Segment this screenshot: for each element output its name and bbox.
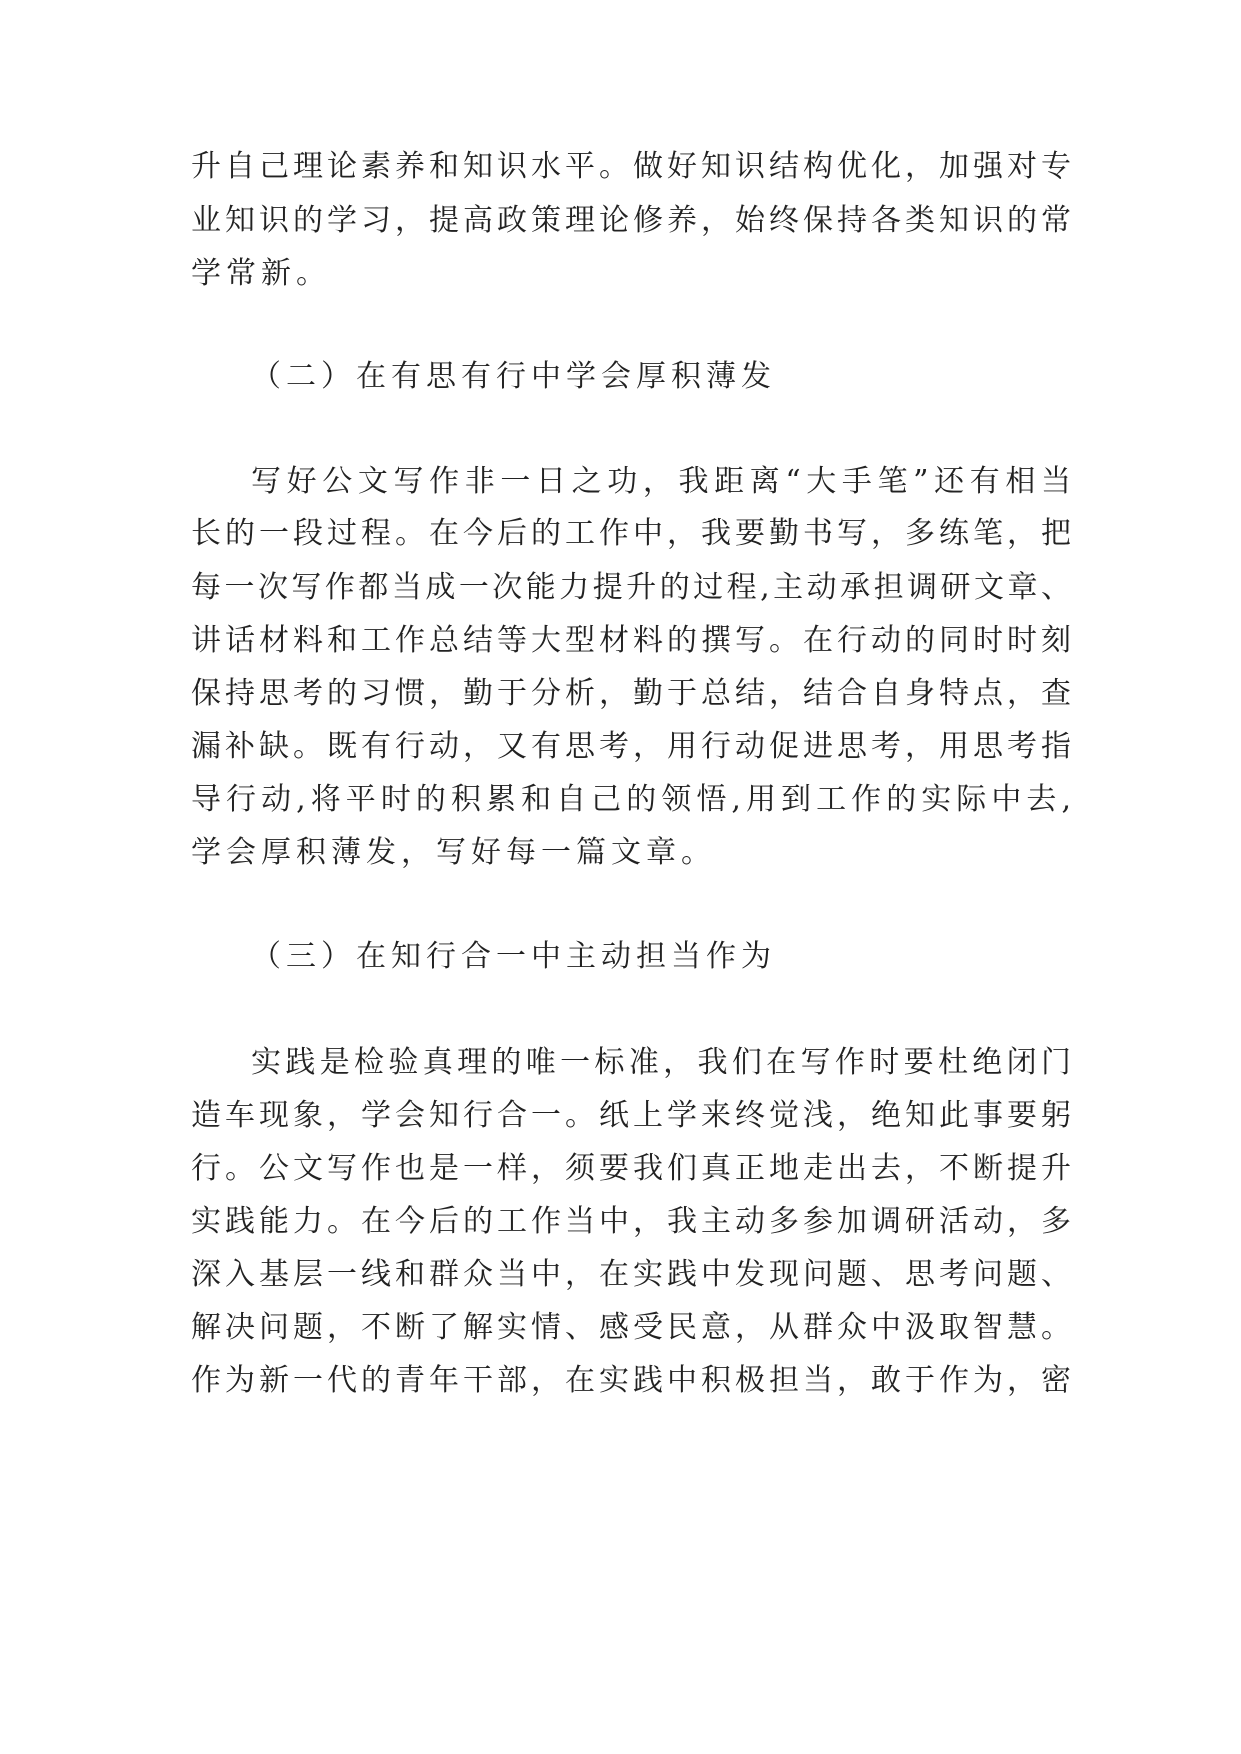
- paragraph-3-line-7: 作为新一代的青年干部，在实践中积极担当，敢于作为，密: [191, 1363, 1071, 1398]
- paragraph-1-line-1: 升自己理论素养和知识水平。做好知识结构优化，加强对专: [191, 149, 1071, 184]
- paragraph-3-line-1: 实践是检验真理的唯一标准，我们在写作时要杜绝闭门: [251, 1045, 1071, 1080]
- paragraph-2-line-1: 写好公文写作非一日之功，我距离“大手笔”还有相当: [251, 464, 1071, 499]
- paragraph-2-line-6: 漏补缺。既有行动，又有思考，用行动促进思考，用思考指: [191, 729, 1071, 764]
- paragraph-2-line-3: 每一次写作都当成一次能力提升的过程,主动承担调研文章、: [191, 570, 1071, 605]
- paragraph-2-line-8: 学会厚积薄发，写好每一篇文章。: [191, 835, 716, 870]
- paragraph-2-line-4: 讲话材料和工作总结等大型材料的撰写。在行动的同时时刻: [191, 623, 1071, 658]
- paragraph-2-line-7: 导行动,将平时的积累和自己的领悟,用到工作的实际中去,: [191, 782, 1071, 817]
- paragraph-3-line-6: 解决问题，不断了解实情、感受民意，从群众中汲取智慧。: [191, 1310, 1071, 1345]
- paragraph-3-line-5: 深入基层一线和群众当中，在实践中发现问题、思考问题、: [191, 1257, 1071, 1292]
- paragraph-3-line-3: 行。公文写作也是一样，须要我们真正地走出去，不断提升: [191, 1151, 1071, 1186]
- paragraph-3-line-4: 实践能力。在今后的工作当中，我主动多参加调研活动，多: [191, 1204, 1071, 1239]
- section-heading-3: （三）在知行合一中主动担当作为: [251, 939, 776, 974]
- paragraph-3-line-2: 造车现象，学会知行合一。纸上学来终觉浅，绝知此事要躬: [191, 1098, 1071, 1133]
- paragraph-2-line-5: 保持思考的习惯，勤于分析，勤于总结，结合自身特点，查: [191, 676, 1071, 711]
- section-heading-2: （二）在有思有行中学会厚积薄发: [251, 359, 776, 394]
- paragraph-1-line-3: 学常新。: [191, 256, 331, 291]
- paragraph-1-line-2: 业知识的学习，提高政策理论修养，始终保持各类知识的常: [191, 203, 1071, 238]
- paragraph-2-line-2: 长的一段过程。在今后的工作中，我要勤书写，多练笔，把: [191, 516, 1071, 551]
